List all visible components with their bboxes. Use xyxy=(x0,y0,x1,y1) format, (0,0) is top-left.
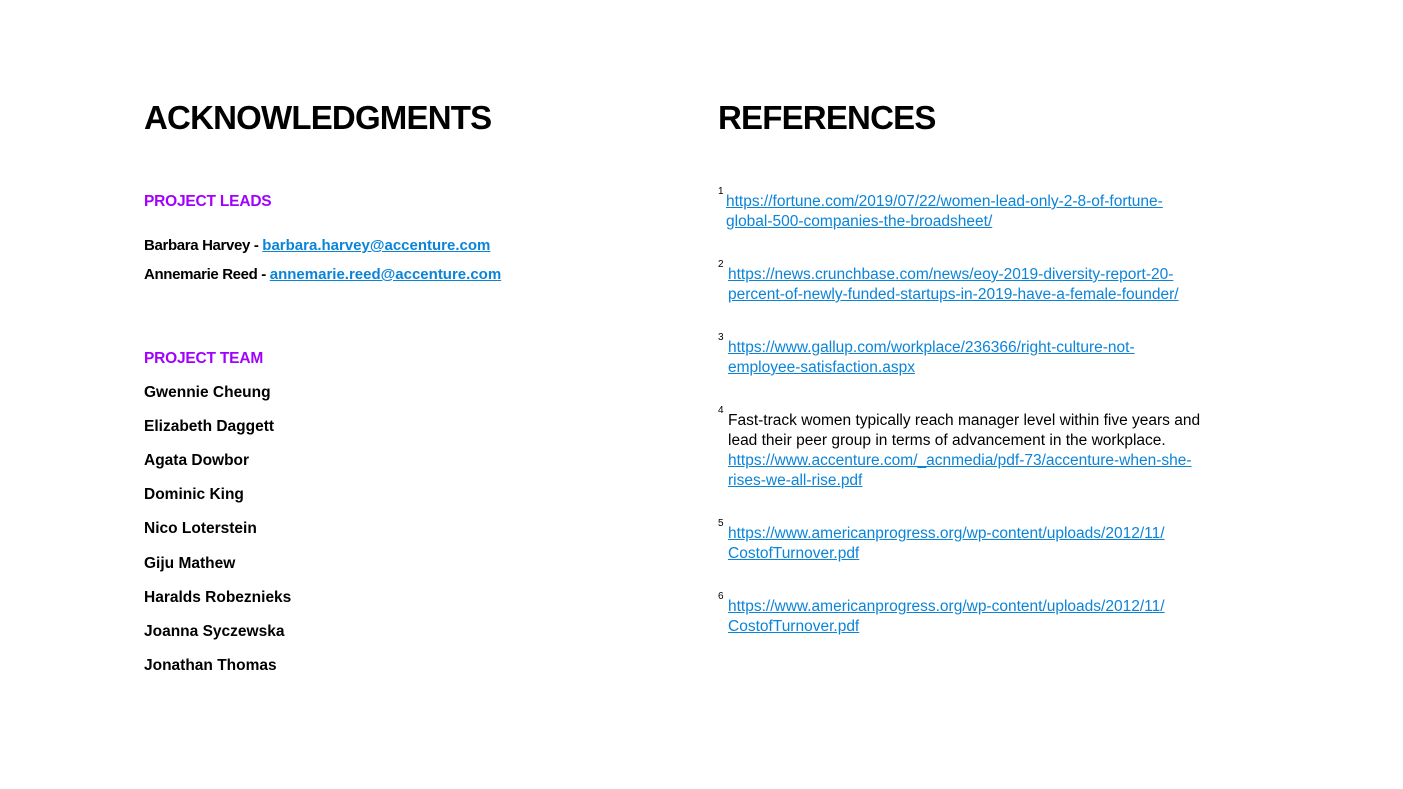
reference-link[interactable]: https://news.crunchbase.com/news/eoy-2019-diversity-report-20- xyxy=(728,266,1174,283)
reference-link-cont[interactable]: CostofTurnover.pdf xyxy=(728,545,860,562)
reference-item-1 xyxy=(718,186,1308,232)
reference-number: 5 xyxy=(718,518,724,529)
reference-item-3 xyxy=(718,332,1308,378)
lead-row-barbara-harvey xyxy=(144,236,490,256)
reference-number: 4 xyxy=(718,405,724,416)
project-team-label: PROJECT TEAM xyxy=(144,350,264,367)
team-member: Giju Mathew xyxy=(144,555,236,572)
team-member: Haralds Robeznieks xyxy=(144,589,292,606)
reference-item-5 xyxy=(718,518,1308,564)
lead-row-annemarie-reed xyxy=(144,265,501,285)
reference-number: 2 xyxy=(718,259,724,270)
team-member: Dominic King xyxy=(144,486,244,503)
reference-note: Fast-track women typically reach manager level within five years and xyxy=(728,412,1201,429)
reference-note-cont: lead their peer group in terms of advancement in the workplace. xyxy=(728,432,1166,449)
lead-name: Barbara Harvey - xyxy=(144,237,263,254)
lead-email-link[interactable]: barbara.harvey@accenture.com xyxy=(262,237,491,254)
reference-link-cont[interactable]: employee-satisfaction.aspx xyxy=(728,359,915,376)
lead-email-link[interactable]: annemarie.reed@accenture.com xyxy=(269,266,502,283)
reference-link[interactable]: https://fortune.com/2019/07/22/women-lead-only-2-8-of-fortune- xyxy=(726,193,1163,210)
project-leads-label: PROJECT LEADS xyxy=(144,193,272,210)
reference-link[interactable]: https://www.accenture.com/_acnmedia/pdf-73/accenture-when-she- xyxy=(728,452,1192,469)
team-member: Elizabeth Daggett xyxy=(144,418,275,435)
reference-link-cont[interactable]: rises-we-all-rise.pdf xyxy=(728,472,863,489)
reference-item-2 xyxy=(718,259,1308,305)
team-member: Gwennie Cheung xyxy=(144,384,271,401)
team-member: Jonathan Thomas xyxy=(144,657,277,674)
reference-link-cont[interactable]: CostofTurnover.pdf xyxy=(728,618,860,635)
reference-item-4 xyxy=(718,405,1308,491)
reference-number: 1 xyxy=(718,186,724,197)
reference-link[interactable]: https://www.gallup.com/workplace/236366/right-culture-not- xyxy=(728,339,1135,356)
reference-item-6 xyxy=(718,591,1308,637)
reference-link[interactable]: https://www.americanprogress.org/wp-content/uploads/2012/11/ xyxy=(728,598,1165,615)
reference-number: 6 xyxy=(718,591,724,602)
team-member: Joanna Syczewska xyxy=(144,623,285,640)
reference-link[interactable]: https://www.americanprogress.org/wp-content/uploads/2012/11/ xyxy=(728,525,1165,542)
team-member: Nico Loterstein xyxy=(144,520,257,537)
references-title: REFERENCES xyxy=(718,99,936,136)
reference-link-cont[interactable]: percent-of-newly-funded-startups-in-2019-have-a-female-founder/ xyxy=(728,286,1179,303)
reference-number: 3 xyxy=(718,332,724,343)
acknowledgments-title: ACKNOWLEDGMENTS xyxy=(144,99,492,136)
reference-link-cont[interactable]: global-500-companies-the-broadsheet/ xyxy=(726,213,993,230)
lead-name: Annemarie Reed - xyxy=(144,266,270,283)
team-member: Agata Dowbor xyxy=(144,452,250,469)
